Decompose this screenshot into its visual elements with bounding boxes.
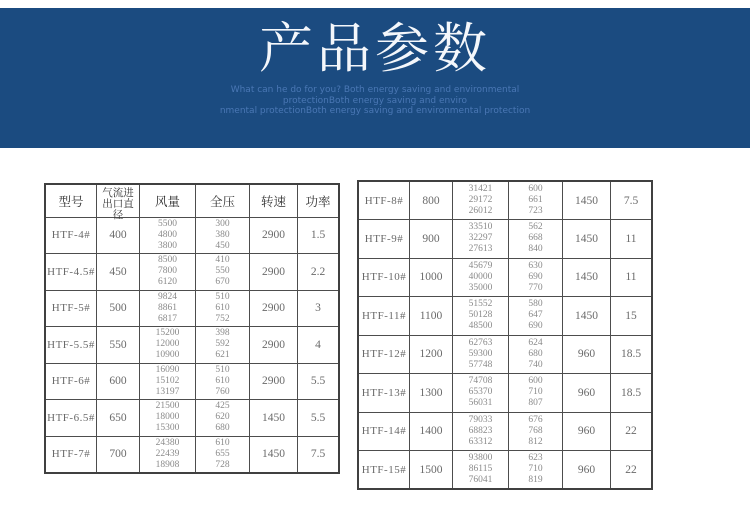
air-volume-cell: 21500 18000 15300 (140, 400, 196, 437)
air-volume-cell: 51552 50128 48500 (453, 297, 509, 336)
total-pressure-cell: 510 610 752 (196, 290, 250, 327)
air-volume-cell: 5500 4800 3800 (140, 217, 196, 254)
total-pressure-cell: 510 610 760 (196, 363, 250, 400)
model-cell: HTF-11# (358, 297, 410, 336)
total-pressure-cell: 398 592 621 (196, 327, 250, 364)
model-cell: HTF-6# (45, 363, 97, 400)
diameter-cell: 1000 (410, 258, 453, 297)
diameter-cell: 700 (97, 436, 140, 473)
diameter-cell: 1300 (410, 374, 453, 413)
power-cell: 22 (611, 451, 653, 490)
total-pressure-cell: 600 661 723 (509, 181, 563, 220)
spec-table-right-body (358, 181, 652, 489)
spec-table-right (357, 180, 653, 490)
table-row (358, 374, 652, 413)
model-cell: HTF-15# (358, 451, 410, 490)
table-row (45, 217, 339, 254)
air-volume-cell: 62763 59300 57748 (453, 335, 509, 374)
speed-cell: 2900 (250, 217, 298, 254)
table-row (358, 181, 652, 220)
model-cell: HTF-5.5# (45, 327, 97, 364)
spec-table-left-body (45, 217, 339, 473)
header-total-pressure: 全压 (196, 184, 250, 217)
diameter-cell: 550 (97, 327, 140, 364)
model-cell: HTF-4.5# (45, 254, 97, 291)
diameter-cell: 1400 (410, 412, 453, 451)
speed-cell: 960 (563, 335, 611, 374)
subtitle-line-1: What can he do for you? Both energy saving and environmental (230, 85, 520, 96)
air-volume-cell: 74708 65370 56031 (453, 374, 509, 413)
power-cell: 5.5 (298, 363, 340, 400)
table-row (358, 220, 652, 259)
speed-cell: 960 (563, 374, 611, 413)
power-cell: 3 (298, 290, 340, 327)
power-cell: 5.5 (298, 400, 340, 437)
total-pressure-cell: 600 710 807 (509, 374, 563, 413)
total-pressure-cell: 562 668 840 (509, 220, 563, 259)
table-row (358, 258, 652, 297)
diameter-cell: 400 (97, 217, 140, 254)
header-speed: 转速 (250, 184, 298, 217)
air-volume-cell: 31421 29172 26012 (453, 181, 509, 220)
subtitle-line-2: protectionBoth energy saving and enviro (282, 95, 468, 106)
speed-cell: 2900 (250, 254, 298, 291)
speed-cell: 2900 (250, 327, 298, 364)
header-power: 功率 (298, 184, 340, 217)
total-pressure-cell: 580 647 690 (509, 297, 563, 336)
speed-cell: 2900 (250, 290, 298, 327)
air-volume-cell: 45679 40000 35000 (453, 258, 509, 297)
speed-cell: 1450 (563, 297, 611, 336)
air-volume-cell: 79033 68823 63312 (453, 412, 509, 451)
air-volume-cell: 9824 8861 6817 (140, 290, 196, 327)
table-row (45, 327, 339, 364)
power-cell: 7.5 (611, 181, 653, 220)
air-volume-cell: 24380 22439 18908 (140, 436, 196, 473)
model-cell: HTF-14# (358, 412, 410, 451)
speed-cell: 1450 (250, 400, 298, 437)
model-cell: HTF-12# (358, 335, 410, 374)
model-cell: HTF-13# (358, 374, 410, 413)
model-cell: HTF-9# (358, 220, 410, 259)
model-cell: HTF-8# (358, 181, 410, 220)
header-row (45, 184, 339, 217)
speed-cell: 1450 (250, 436, 298, 473)
power-cell: 11 (611, 220, 653, 259)
model-cell: HTF-5# (45, 290, 97, 327)
total-pressure-cell: 676 768 812 (509, 412, 563, 451)
total-pressure-cell: 610 655 728 (196, 436, 250, 473)
total-pressure-cell: 624 680 740 (509, 335, 563, 374)
speed-cell: 1450 (563, 220, 611, 259)
diameter-cell: 800 (410, 181, 453, 220)
table-row (45, 436, 339, 473)
model-cell: HTF-4# (45, 217, 97, 254)
speed-cell: 1450 (563, 181, 611, 220)
header-diameter (97, 184, 140, 221)
total-pressure-cell: 425 620 680 (196, 400, 250, 437)
air-volume-cell: 33510 32297 27613 (453, 220, 509, 259)
power-cell: 18.5 (611, 335, 653, 374)
speed-cell: 960 (563, 412, 611, 451)
total-pressure-cell: 410 550 670 (196, 254, 250, 291)
model-cell: HTF-10# (358, 258, 410, 297)
diameter-cell: 1200 (410, 335, 453, 374)
spec-table-header (45, 184, 339, 221)
diameter-cell: 600 (97, 363, 140, 400)
page-title: 产品参数 (259, 17, 491, 80)
table-row (45, 363, 339, 400)
air-volume-cell: 8500 7800 6120 (140, 254, 196, 291)
power-cell: 1.5 (298, 217, 340, 254)
spec-table-left (44, 183, 340, 474)
table-row (358, 335, 652, 374)
power-cell: 11 (611, 258, 653, 297)
diameter-cell: 650 (97, 400, 140, 437)
banner (0, 8, 750, 148)
air-volume-cell: 15200 12000 10900 (140, 327, 196, 364)
total-pressure-cell: 623 710 819 (509, 451, 563, 490)
diameter-cell: 450 (97, 254, 140, 291)
power-cell: 22 (611, 412, 653, 451)
diameter-cell: 500 (97, 290, 140, 327)
subtitle-line-3: nmental protectionBoth energy saving and environmental protection (219, 106, 531, 117)
table-row (358, 451, 652, 490)
diameter-cell: 1500 (410, 451, 453, 490)
diameter-cell: 1100 (410, 297, 453, 336)
model-cell: HTF-6.5# (45, 400, 97, 437)
air-volume-cell: 93800 86115 76041 (453, 451, 509, 490)
power-cell: 4 (298, 327, 340, 364)
header-diameter-lines: 气流进 出口直 径 (102, 187, 134, 221)
total-pressure-cell: 630 690 770 (509, 258, 563, 297)
power-cell: 7.5 (298, 436, 340, 473)
power-cell: 2.2 (298, 254, 340, 291)
speed-cell: 1450 (563, 258, 611, 297)
model-cell: HTF-7# (45, 436, 97, 473)
header-air-volume: 风量 (140, 184, 196, 217)
total-pressure-cell: 300 380 450 (196, 217, 250, 254)
banner-subtitle (220, 85, 530, 117)
header-model: 型号 (45, 184, 97, 217)
power-cell: 15 (611, 297, 653, 336)
air-volume-cell: 16090 15102 13197 (140, 363, 196, 400)
table-row (358, 412, 652, 451)
table-row (358, 297, 652, 336)
diameter-cell: 900 (410, 220, 453, 259)
table-row (45, 400, 339, 437)
speed-cell: 960 (563, 451, 611, 490)
power-cell: 18.5 (611, 374, 653, 413)
table-row (45, 290, 339, 327)
speed-cell: 2900 (250, 363, 298, 400)
table-row (45, 254, 339, 291)
